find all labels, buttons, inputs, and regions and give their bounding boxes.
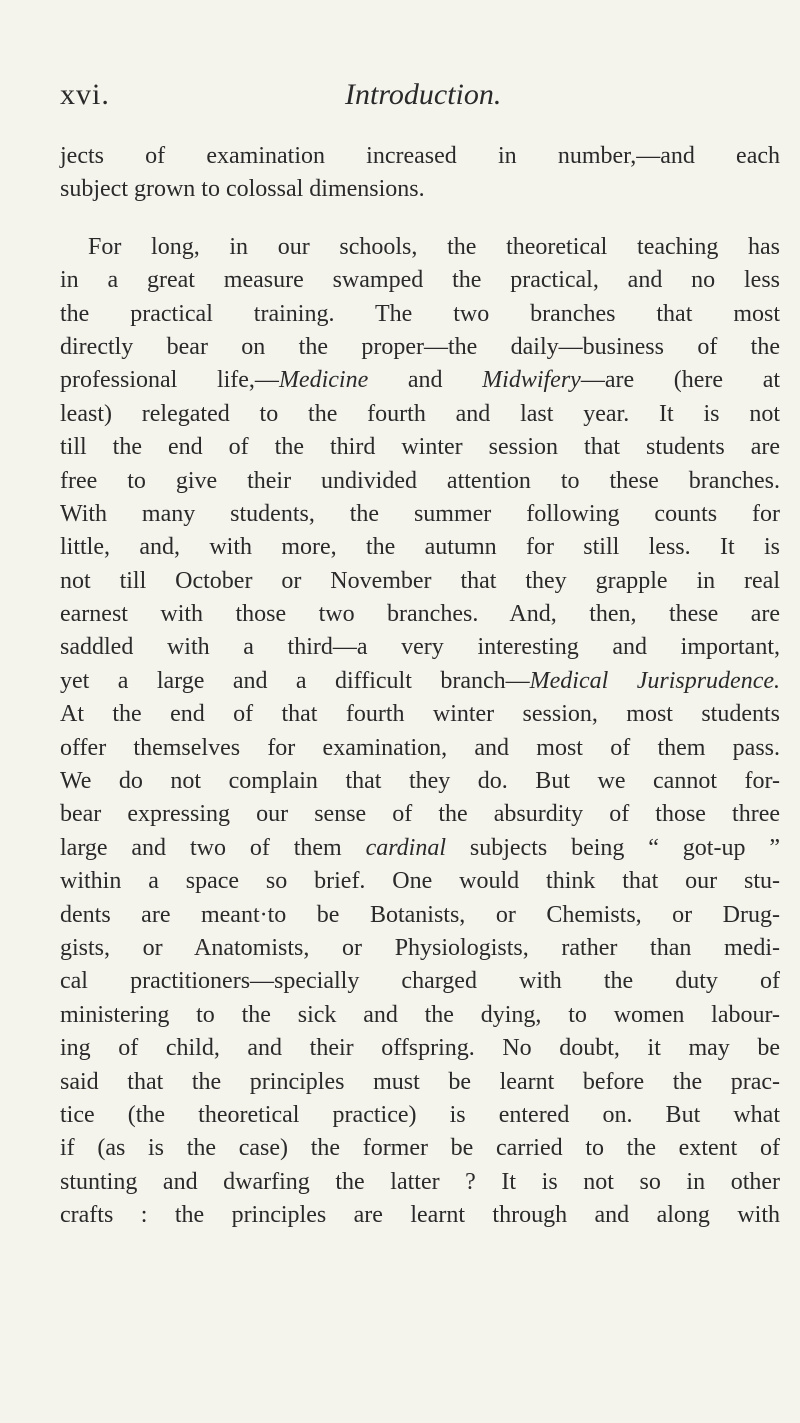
text-line: stunting and dwarfing the latter ? It is not so in other [60,1168,780,1195]
text-line: We do not complain that they do. But we cannot for- [60,768,780,795]
paragraph [60,231,780,1233]
text-line: tice (the theoretical practice) is entered on. But what [60,1101,780,1128]
text-run: and [368,367,483,394]
text-line: At the end of that fourth winter session, most students [60,701,780,728]
italic-term: cardinal [365,834,446,861]
text-run: large and two of them [60,834,366,861]
text-line: if (as is the case) the former be carried to the extent of [60,1135,780,1162]
text-line: not till October or November that they grapple in real [60,567,780,594]
text-line: bear expressing our sense of the absurdity of those three [60,801,780,828]
italic-term: Medicine [278,367,369,394]
text-line [60,665,780,698]
text-line: jects of examination increased in number,—and each [60,143,780,169]
text-line: dents are meant·to be Botanists, or Chemists, or Drug- [60,901,780,928]
paragraph-gap [60,207,780,231]
text-line: least) relegated to the fourth and last year. It is not [60,400,780,427]
text-line: little, and, with more, the autumn for still less. It is [60,534,780,561]
text-line: gists, or Anatomists, or Physiologists, rather than medi- [60,934,780,961]
text-line: said that the principles must be learnt before the prac- [60,1068,780,1095]
paragraph-continuation [60,140,780,207]
text-run: —are (here at [580,367,781,394]
body-text [60,140,780,1233]
text-line: free to give their undivided attention to these branches. [60,467,780,494]
text-line: within a space so brief. One would think that our stu- [60,868,780,895]
text-line: till the end of the third winter session that students are [60,434,780,461]
text-line: directly bear on the proper—the daily—business of the [60,333,780,360]
text-line: earnest with those two branches. And, then, these are [60,601,780,628]
text-line: cal practitioners—specially charged with the duty of [60,968,780,995]
text-line: With many students, the summer following counts for [60,500,780,527]
running-head [60,78,760,118]
text-run: subjects being “ got-up ” [446,834,780,861]
text-line: offer themselves for examination, and most of them pass. [60,734,780,761]
italic-term: Medical Jurisprudence. [529,667,780,694]
text-line: crafts : the principles are learnt through and along with [60,1202,780,1229]
text-run: yet a large and a difficult branch— [60,667,530,694]
text-line: saddled with a third—a very interesting and important, [60,634,780,661]
page-number: xvi. [60,78,110,111]
text-line: in a great measure swamped the practical, and no less [60,267,780,294]
text-line: For long, in our schools, the theoretical teaching has [88,233,780,260]
text-line: ing of child, and their offspring. No doubt, it may be [60,1035,780,1062]
italic-term: Midwifery [482,367,581,394]
text-line: ministering to the sick and the dying, to women labour- [60,1001,780,1028]
text-line: subject grown to colossal dimensions. [60,176,425,203]
text-line: the practical training. The two branches that most [60,300,780,327]
running-title: Introduction. [345,78,502,111]
text-run: professional life,— [60,367,279,394]
text-line [60,832,780,865]
text-line [60,364,780,397]
